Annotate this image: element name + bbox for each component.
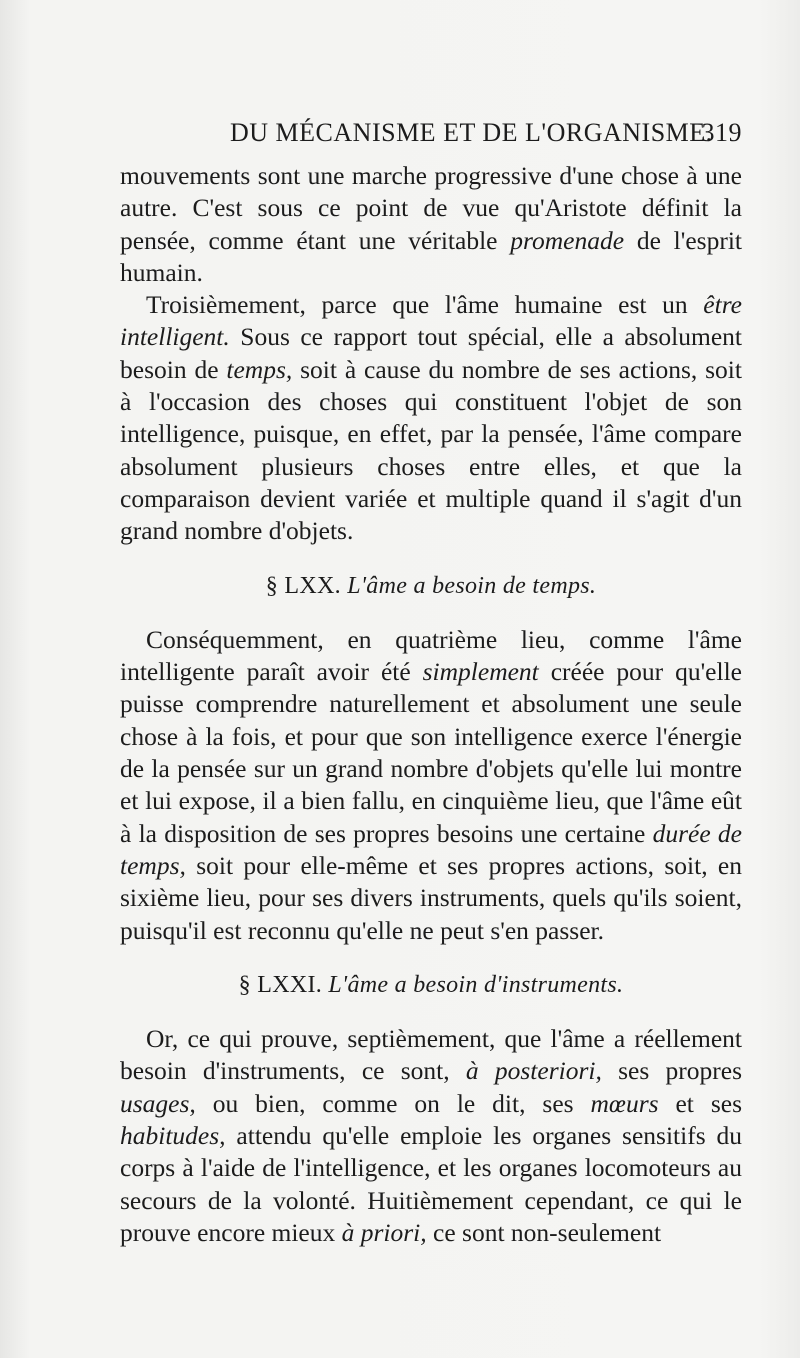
text-run: et ses xyxy=(658,1088,742,1118)
section-title: L'âme a besoin d'instruments. xyxy=(328,971,624,998)
text-run: créée pour qu'elle puisse comprendre naturellement et absolument une seule chose à la fois, et pour que son intelligence exerce l'énergie de la pensée sur un grand nombre d'objets qu'elle lui montre et lui expose, il a bien fallu, en cinquième lieu, que l'âme eût à la disposition de ses propres besoins une certaine xyxy=(120,657,742,848)
italic-run: temps, xyxy=(226,354,293,384)
section-title: L'âme a besoin de temps. xyxy=(347,572,597,599)
text-run: ou bien, comme on le dit, ses xyxy=(195,1088,591,1118)
text-run: Or, ce qui prouve, septièmement, que l'âme a réellement besoin d'instruments, ce sont, xyxy=(120,1024,742,1086)
section-heading xyxy=(120,570,742,602)
paragraph xyxy=(120,1023,742,1249)
italic-run: à priori, xyxy=(341,1217,427,1247)
paragraph xyxy=(120,289,742,547)
italic-run: mœurs xyxy=(590,1088,659,1118)
italic-run: durée de temps, xyxy=(120,818,742,880)
text-run: Troisièmement, parce que l'âme humaine est un xyxy=(146,290,704,320)
running-title: DU MÉCANISME ET DE L'ORGANISME. xyxy=(230,118,713,147)
page-body xyxy=(120,160,742,1249)
text-run: soit à cause du nombre de ses actions, soit à l'occasion des choses qui constituent l'objet de son intelligence, puisque, en effet, par la pensée, l'âme compare absolument plusieurs choses entre elles, et que la comparaison devient variée et multiple quand il s'agit d'un grand nombre d'objets. xyxy=(120,354,742,546)
paragraph xyxy=(120,624,742,947)
italic-run: simplement xyxy=(422,657,539,687)
italic-run: habitudes, xyxy=(120,1121,226,1151)
section-number: § LXX. xyxy=(265,572,341,599)
text-run: ses propres xyxy=(601,1056,743,1086)
page-number: 319 xyxy=(701,118,742,147)
section-heading xyxy=(120,969,742,1001)
page-header xyxy=(120,118,742,152)
paragraph-continued xyxy=(120,160,742,289)
italic-run: à posteriori, xyxy=(465,1056,602,1086)
text-run: mouvements sont une marche progressive d'une chose à une autre. C'est sous ce point de vue qu'Aristote définit la pensée, comme étant une véritable xyxy=(120,161,742,255)
text-run: Conséquemment, en quatrième lieu, comme l'âme intelligente paraît avoir été xyxy=(120,624,742,687)
text-run: soit pour elle-même et ses propres actions, soit, en sixième lieu, pour ses divers instruments, quels qu'ils soient, puisqu'il est reconnu qu'elle ne peut s'en passer. xyxy=(120,850,742,945)
text-run: ce sont non-seulement xyxy=(426,1217,662,1247)
text-run: Sous ce rapport tout spécial, elle a absolument besoin de xyxy=(120,322,742,384)
text-run: attendu qu'elle emploie les organes sensitifs du corps à l'aide de l'intelligence, et les organes locomoteurs au secours de la volonté. Huitièmement cependant, ce qui le prouve encore mieux xyxy=(120,1121,742,1247)
italic-run: usages, xyxy=(120,1088,196,1118)
text-run: de l'esprit humain. xyxy=(120,225,742,287)
italic-run: promenade xyxy=(510,225,625,255)
section-number: § LXXI. xyxy=(238,971,323,998)
italic-run: être intelligent. xyxy=(120,290,742,352)
